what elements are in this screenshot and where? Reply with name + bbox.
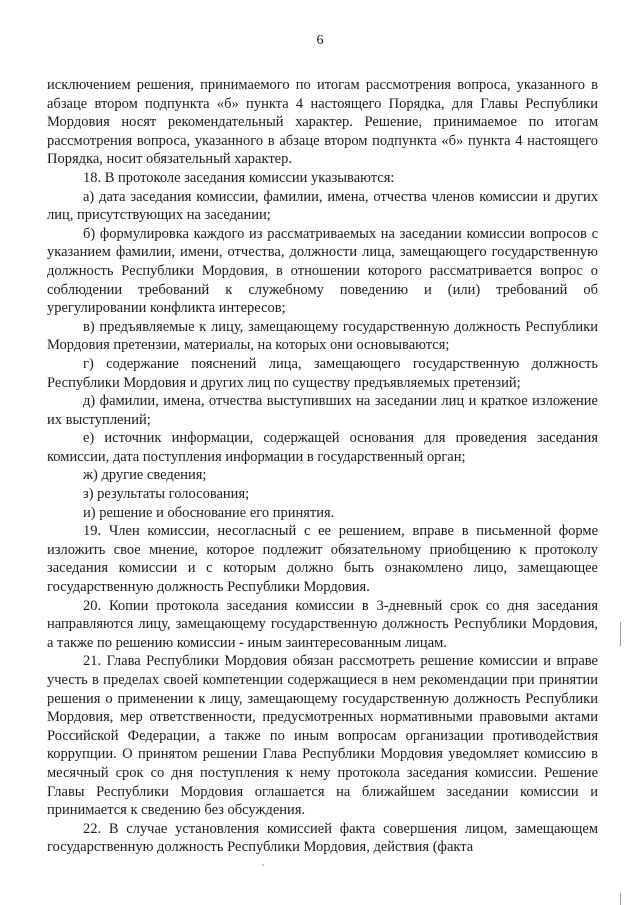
- paragraph-19: 19. Член комиссии, несогласный с ее решением, вправе в письменной форме изложить свое мнение, которое подлежит обязательному приобщению к протоколу заседания комиссии и с которым должно быть ознакомлено лицо, замещающее государственную должность Республики Мордовия.: [47, 523, 598, 596]
- paragraph-18: 18. В протоколе заседания комиссии указываются:: [83, 169, 395, 186]
- paragraph-21: 21. Глава Республики Мордовия обязан рассмотреть решение комиссии и вправе учесть в пределах своей компетенции содержащиеся в нем рекомендации при принятии решения о применении к лицу, замещающему государственную должность Республики Мордовия, мер ответственности, предусмотренных нормативными правовыми актами Российской Федерации, а также по иным вопросам организации противодействия коррупции. О принятом решении Глава Республики Мордовия уведомляет комиссию в месячный срок со дня поступления к нему протокола заседания комиссии. Решение Главы Республики Мордовия оглашается на ближайшем заседании комиссии и принимается к сведению без обсуждения.: [47, 653, 598, 819]
- paragraph-continuation: исключением решения, принимаемого по итогам рассмотрения вопроса, указанного в абзаце втором подпункта «б» пункта 4 настоящего Порядка, для Главы Республики Мордовия носят рекомендательный характер. Решение, принимаемое по итогам рассмотрения вопроса, указанного в абзаце втором подпункта «б» пункта 4 настоящего Порядка, носит обязательный характер.: [47, 77, 598, 168]
- paragraph-18-d: д) фамилии, имена, отчества выступивших на заседании лиц и краткое изложение их выступлений;: [47, 393, 598, 428]
- paragraph-20: 20. Копии протокола заседания комиссии в 3-дневный срок со дня заседания направляются лицу, замещающему государственную должность Республики Мордовия, а также по решению комиссии - иным заинтересованным лицам.: [47, 597, 598, 651]
- scan-margin-mark: [620, 622, 621, 646]
- paragraph-18-e: е) источник информации, содержащей основания для проведения заседания комиссии, дата поступления информации в государственный орган;: [47, 430, 598, 465]
- scan-margin-mark: [620, 893, 621, 905]
- paragraph-18-i: и) решение и обоснование его принятия.: [83, 504, 335, 521]
- paragraph-18-a: а) дата заседания комиссии, фамилии, имена, отчества членов комиссии и других лиц, присутствующих на заседании;: [47, 188, 598, 224]
- paragraph-18-v: в) предъявляемые к лицу, замещающему государственную должность Республики Мордовия претензии, материалы, на которых они основываются;: [47, 318, 598, 354]
- document-body: [47, 76, 598, 857]
- paragraph-18-z: з) результаты голосования;: [83, 486, 250, 503]
- scan-artifact-dot: [262, 864, 264, 866]
- page-number: 6: [316, 33, 324, 48]
- paragraph-22: 22. В случае установления комиссией факта совершения лицом, замещающем государственную должность Республики Мордовия, действия (факта: [47, 820, 598, 856]
- paragraph-18-zh: ж) другие сведения;: [83, 467, 207, 484]
- paragraph-18-g: г) содержание пояснений лица, замещающего государственную должность Республики Мордовия и других лиц по существу предъявляемых претензий;: [47, 355, 598, 391]
- paragraph-18-b: б) формулировка каждого из рассматриваемых на заседании комиссии вопросов с указанием фамилии, имени, отчества, должности лица, замещающего государственную должность Республики Мордовия, в отношении которого рассматривается вопрос о соблюдении требований к служебному поведению и (или) требований об урегулировании конфликта интересов;: [47, 225, 598, 317]
